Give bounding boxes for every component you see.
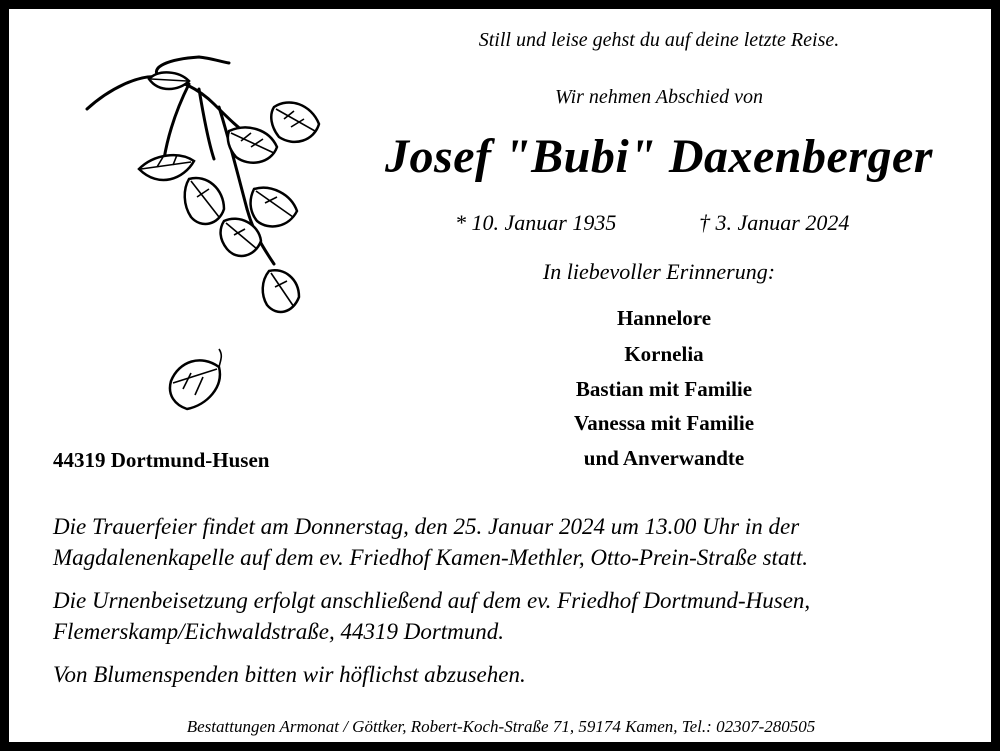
burial-line-1: Die Urnenbeisetzung erfolgt anschließend auf dem ev. Friedhof Dortmund-Husen, [53,588,811,613]
birth-date: * 10. Januar 1935 [455,210,617,235]
funeral-line-2: Magdalenenkapelle auf dem ev. Friedhof Kamen-Methler, Otto-Prein-Straße statt. [53,545,808,570]
mourner-name: Kornelia [624,342,704,366]
flowers-line: Von Blumenspenden bitten wir höflichst abzusehen. [53,662,526,687]
mourner-name: Bastian mit Familie [575,377,753,401]
footer-undertaker: Bestattungen Armonat / Göttker, Robert-Koch-Straße 71, 59174 Kamen, Tel.: 02307-280505 [186,717,816,736]
death-date: † 3. Januar 2024 [699,210,850,235]
mourner-name: Vanessa mit Familie [573,411,755,435]
motto-text: Still und leise gehst du auf deine letzte Reise. [478,29,840,51]
deceased-name: Josef "Bubi" Daxenberger [385,130,933,183]
burial-line-2: Flemerskamp/Eichwaldstraße, 44319 Dortmund. [53,619,505,644]
funeral-line-1: Die Trauerfeier findet am Donnerstag, den 25. Januar 2024 um 13.00 Uhr in der [53,514,800,539]
birch-branch-icon [79,49,339,419]
intro-text: Wir nehmen Abschied von [555,86,763,108]
location-text: 44319 Dortmund-Husen [53,448,270,472]
memory-line: In liebevoller Erinnerung: [542,259,776,284]
mourner-name: Hannelore [616,306,712,330]
mourner-name: und Anverwandte [583,446,745,470]
